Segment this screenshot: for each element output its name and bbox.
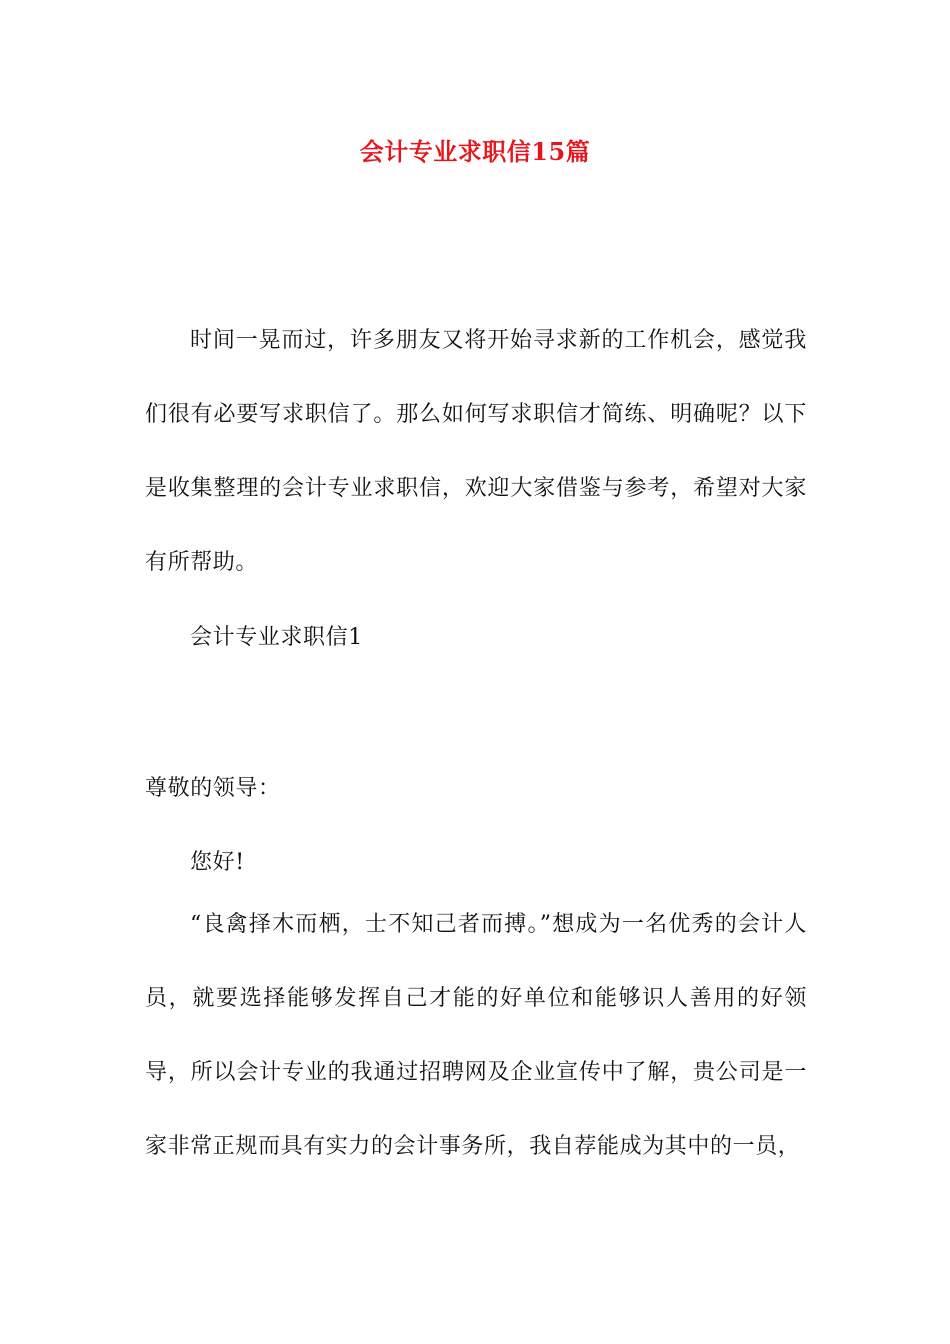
salutation: 尊敬的领导： [145, 776, 281, 801]
intro-paragraph: 时间一晃而过，许多朋友又将开始寻求新的工作机会，感觉我们很有必要写求职信了。那么如何写求职信才简练、明确呢？以下是收集整理的会计专业求职信，欢迎大家借鉴与参考，希望对大家有所帮助。 [145, 328, 807, 575]
body-paragraph: “良禽择木而栖，士不知己者而搏。”想成为一名优秀的会计人员，就要选择能够发挥自己才能的好单位和能够识人善用的好领导，所以会计专业的我通过招聘网及企业宣传中了解，贵公司是一家非常正规而具有实力的会计事务所，我自荐能成为其中的一员， [145, 912, 807, 1159]
greeting: 您好! [190, 850, 245, 875]
section-heading: 会计专业求职信1 [190, 625, 363, 650]
document-title: 会计专业求职信15篇 [359, 137, 591, 166]
